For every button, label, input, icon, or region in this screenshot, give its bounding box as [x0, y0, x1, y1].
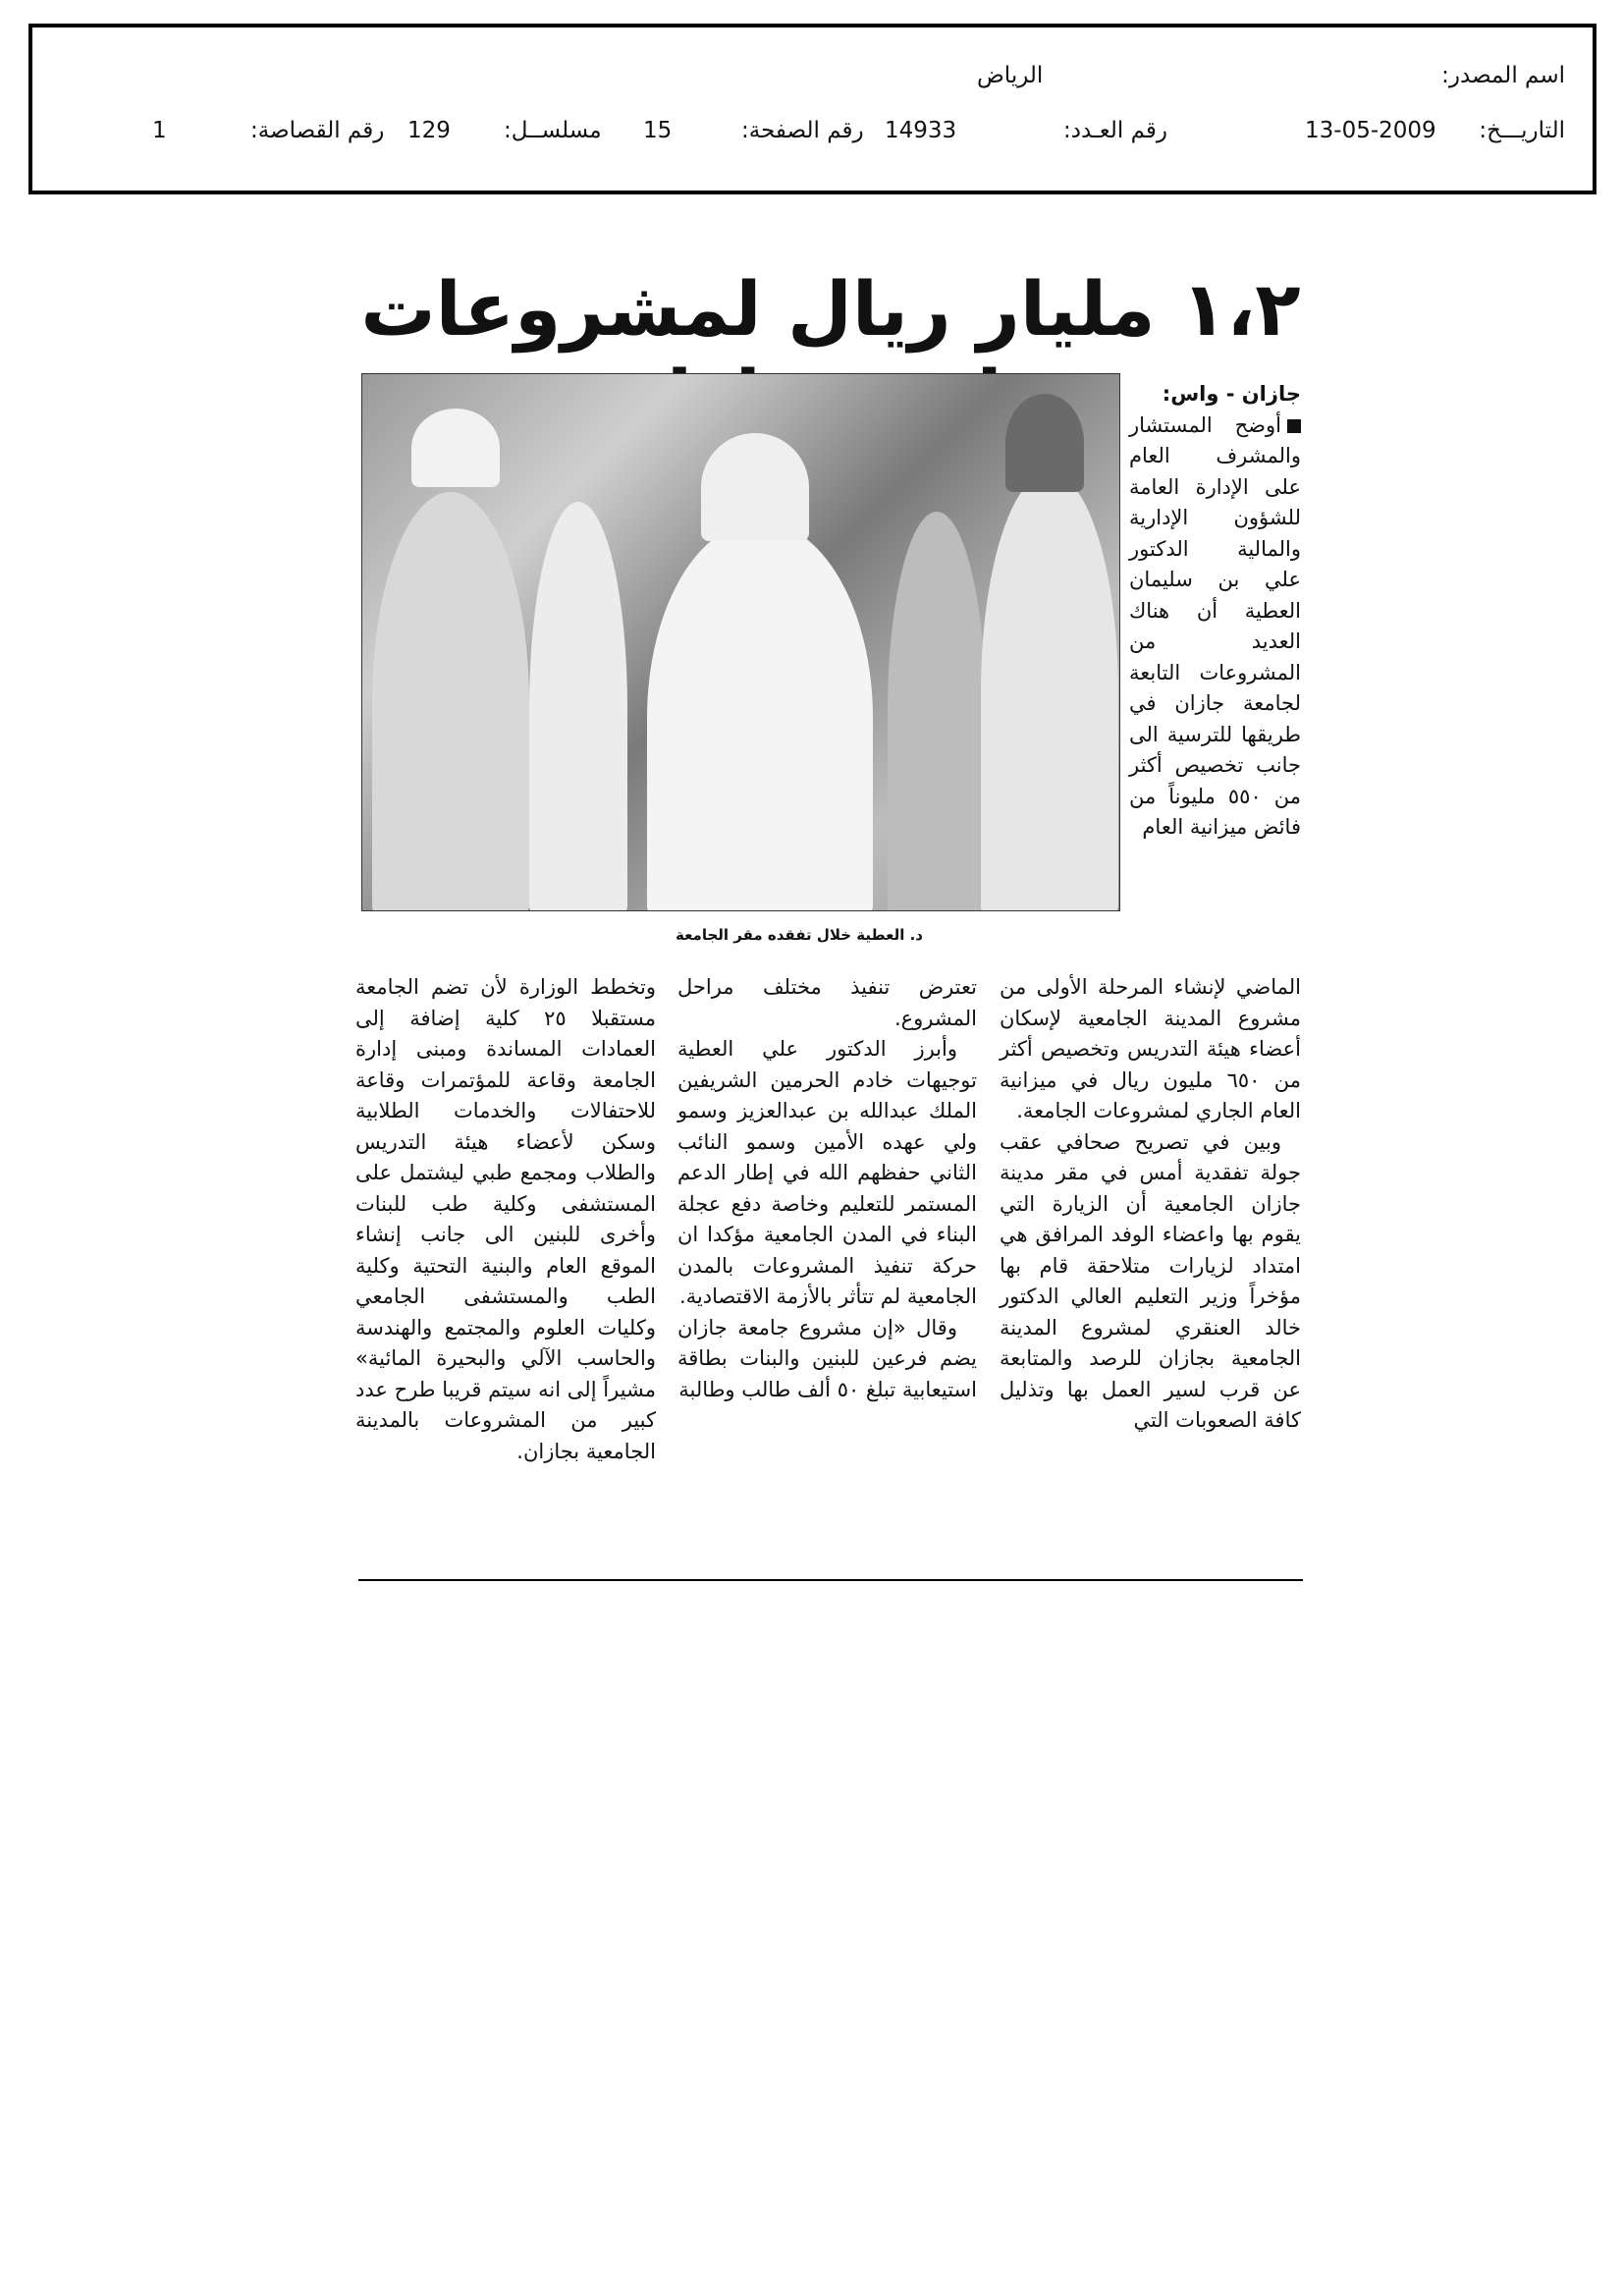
bottom-rule: [358, 1579, 1303, 1581]
source-value: الرياض: [977, 63, 1044, 88]
serial-label: مسلســل:: [504, 118, 602, 143]
source-label: اسم المصدر:: [1441, 63, 1565, 88]
article-paragraph: وتخطط الوزارة لأن تضم الجامعة مستقبلا ٢٥ كلية إضافة إلى العمادات المساندة ومبنى إدارة الجامعة وقاعة للمؤتمرات وقاعة للاحتفالات والخدمات الطلابية وسكن لأعضاء هيئة التدريس والطلاب ومجمع طبي ليشتمل على المستشفى وكلية طب للبنات وأخرى للبنين الى جانب إنشاء الموقع العام والبنية التحتية وكلية الطب والمستشفى الجامعي وكليات العلوم والمجتمع والهندسة والحاسب الآلي والبحيرة المائية» مشيراً إلى انه سيتم قريبا طرح عدد كبير من المشروعات بالمدينة الجامعية بجازان.: [355, 975, 656, 1463]
issue-label: رقم العـدد:: [1063, 118, 1168, 143]
dateline: جازان - واس:: [1162, 382, 1301, 406]
article-paragraph: وبين في تصريح صحافي عقب جولة تفقدية أمس في مقر مدينة جازان الجامعية أن الزيارة التي يقوم بها واعضاء الوفد المرافق هي امتداد لزيارات متلاحقة قام بها مؤخراً وزير التعليم العالي الدكتور خالد العنقري لمشروع المدينة الجامعية بجازان للرصد والمتابعة عن قرب لسير العمل بها وتذليل كافة الصعوبات التي: [1000, 1129, 1301, 1432]
article-paragraph: وأبرز الدكتور علي العطية توجيهات خادم الحرمين الشريفين الملك عبدالله بن عبدالعزيز وسمو ولي عهده الأمين وسمو النائب الثاني حفظهم الله في إطار الدعم المستمر للتعليم وخاصة دفع عجلة البناء في المدن الجامعية مؤكدا ان حركة تنفيذ المشروعات بالمدن الجامعية لم تتأثر بالأزمة الاقتصادية.: [677, 1037, 977, 1308]
issue-value: 14933: [885, 118, 957, 143]
article-column-left: [355, 972, 656, 1467]
article-paragraph: الماضي لإنشاء المرحلة الأولى من مشروع المدينة الجامعية لإسكان أعضاء هيئة التدريس وتخصيص أكثر من ٦٥٠ مليون ريال في ميزانية العام الجاري لمشروعات الجامعة.: [1000, 975, 1301, 1122]
article-column-middle: [677, 972, 977, 1405]
source-info-box: [28, 24, 1596, 194]
page-label: رقم الصفحة:: [741, 118, 864, 143]
date-value: 13-05-2009: [1305, 118, 1436, 143]
page-value: 15: [643, 118, 673, 143]
clip-value: 1: [152, 118, 167, 143]
clip-label: رقم القصاصة:: [250, 118, 385, 143]
article-column-narrow: [1129, 379, 1301, 844]
bullet-square-icon: [1287, 419, 1301, 433]
article-column-right: [1000, 972, 1301, 1437]
date-label: التاريـــخ:: [1479, 118, 1565, 143]
article-paragraph: وقال «إن مشروع جامعة جازان يضم فرعين للبنين والبنات بطاقة استيعابية تبلغ ٥٠ ألف طالب وطالبة: [677, 1315, 977, 1401]
article-text-narrow: أوضح المستشار والمشرف العام على الإدارة العامة للشؤون الإدارية والمالية الدكتور علي بن سليمان العطية أن هناك العديد من المشروعات التابعة لجامعة جازان في طريقها للترسية الى جانب تخصيص أكثر من ٥٥٠ مليوناً من فائض ميزانية العام: [1129, 412, 1301, 839]
article-headline: ١،٢ مليار ريال لمشروعات: [360, 265, 1301, 353]
article-photo: [361, 373, 1120, 911]
article-paragraph: تعترض تنفيذ مختلف مراحل المشروع.: [677, 975, 977, 1030]
serial-value: 129: [407, 118, 451, 143]
photo-caption: د. العطية خلال تفقده مقر الجامعة: [675, 926, 923, 944]
